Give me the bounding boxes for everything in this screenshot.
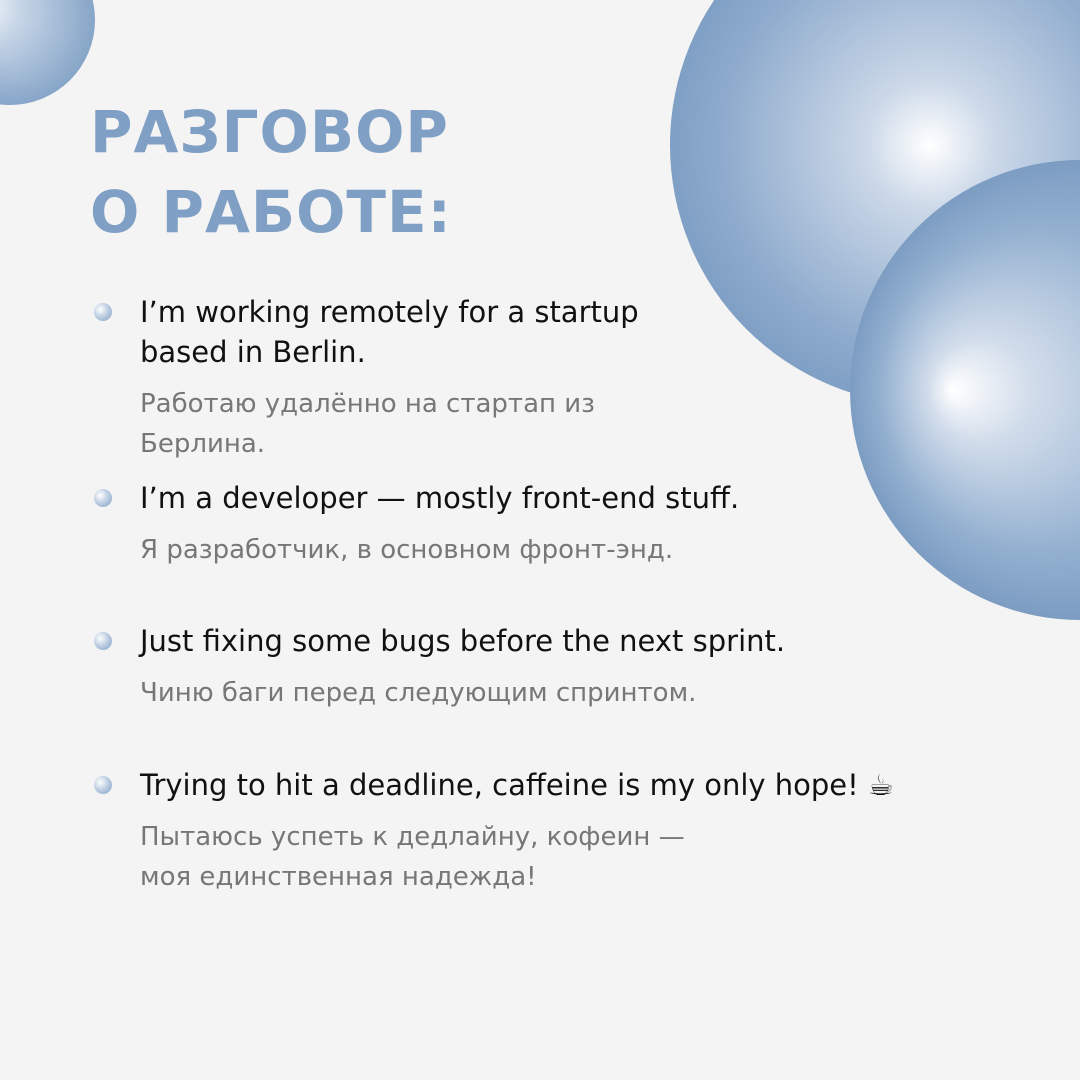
- title-line-1: РАЗГОВОР: [90, 98, 449, 166]
- russian-translation: Работаю удалённо на стартап из Берлина.: [140, 389, 595, 459]
- russian-translation: Пытаюсь успеть к дедлайну, кофеин — моя единственная надежда!: [140, 822, 685, 892]
- list-item: [140, 621, 940, 713]
- list-item: [140, 765, 940, 897]
- english-phrase-wrapper: [140, 765, 940, 805]
- decor-sphere-top-left: [0, 0, 95, 105]
- bullet-icon: [94, 776, 112, 794]
- english-phrase: Trying to hit a deadline, caffeine is my only hope!: [140, 768, 859, 802]
- bullet-icon: [94, 632, 112, 650]
- english-phrase: I’m working remotely for a startup based in Berlin.: [140, 295, 639, 369]
- coffee-icon: ☕: [867, 768, 894, 802]
- bullet-icon: [94, 489, 112, 507]
- list-item: [140, 292, 660, 464]
- english-phrase: I’m a developer — mostly front-end stuff.: [140, 481, 740, 515]
- russian-translation: Чиню баги перед следующим спринтом.: [140, 678, 697, 708]
- russian-translation: Я разработчик, в основном фронт-энд.: [140, 535, 674, 565]
- page-title: [90, 92, 452, 252]
- list-item: [140, 478, 940, 570]
- title-line-2: О РАБОТЕ:: [90, 178, 452, 246]
- english-phrase: Just fixing some bugs before the next sprint.: [140, 624, 786, 658]
- bullet-icon: [94, 303, 112, 321]
